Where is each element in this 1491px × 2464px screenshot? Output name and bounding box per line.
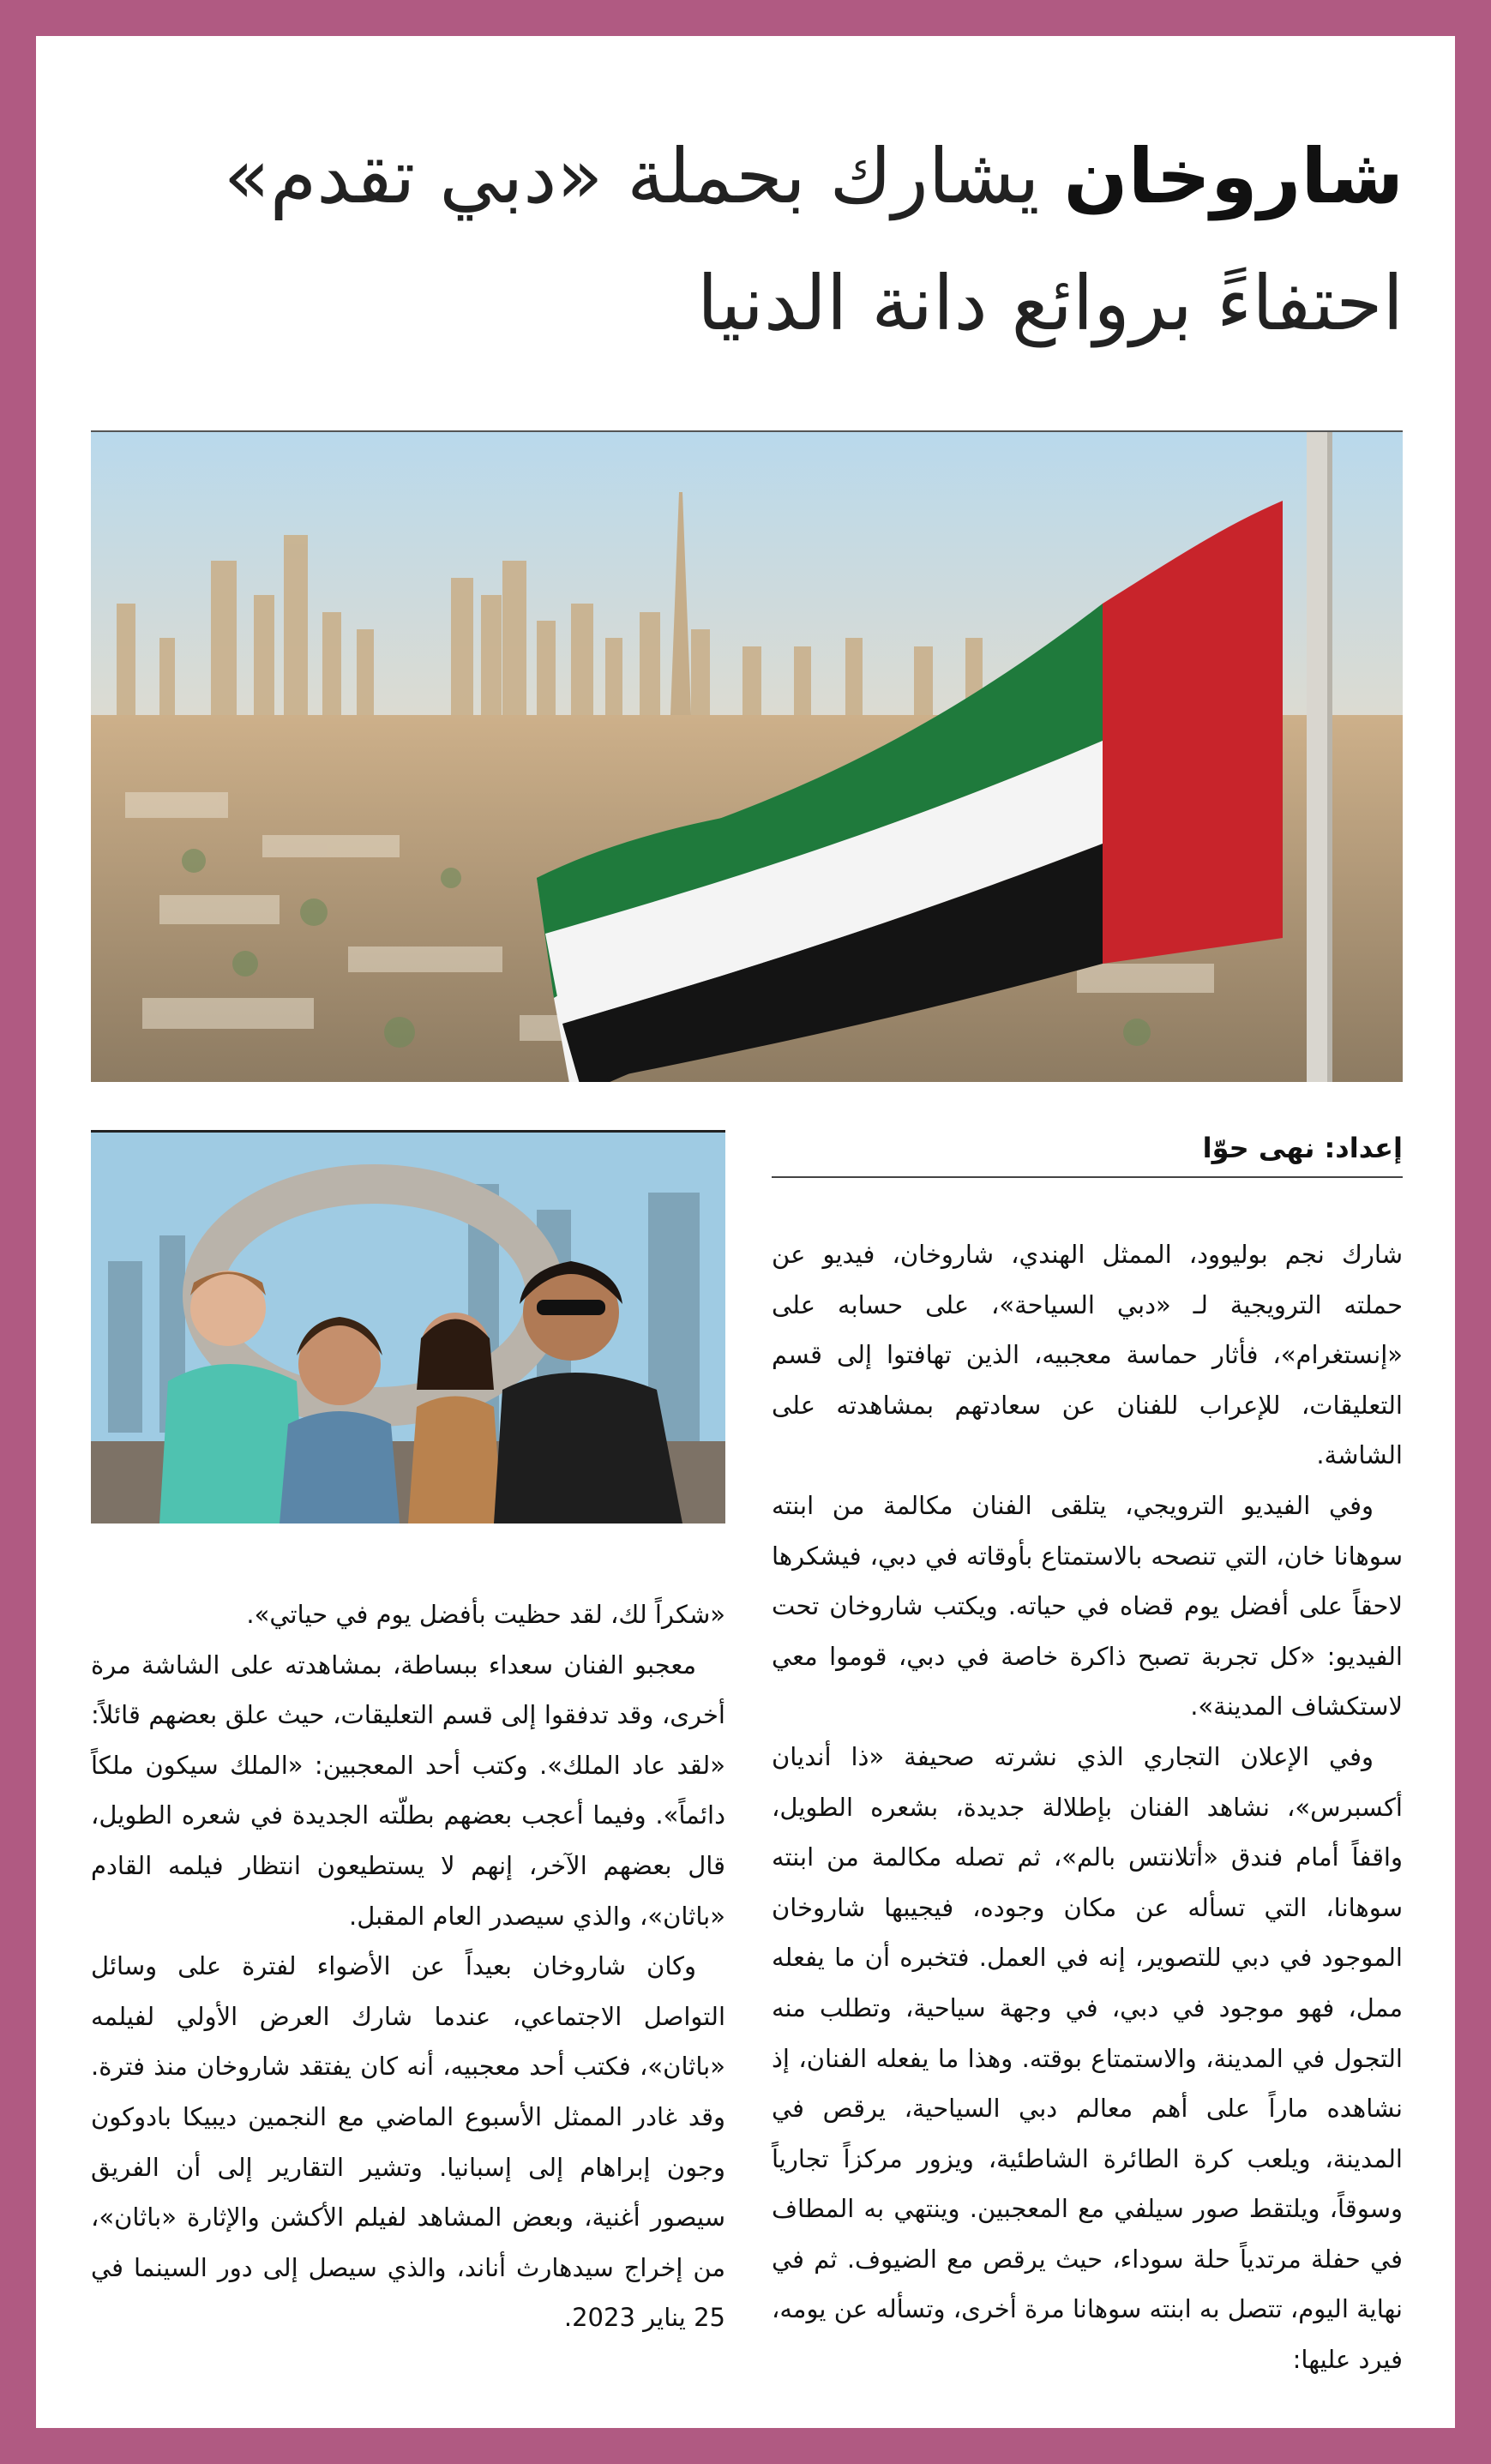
article-page: [36, 36, 1455, 2428]
selfie-illustration: [91, 1133, 725, 1523]
headline-bold: شاروخان: [1063, 132, 1404, 220]
article-column-left: [91, 1590, 725, 2343]
paragraph: معجبو الفنان سعداء ببساطة، بمشاهدته على الشاشة مرة أخرى، وقد تدفقوا إلى قسم التعليقات، حيث علق بعضهم قائلاً: «لقد عاد الملك». وكتب أحد المعجبين: «الملك سيكون ملكاً دائماً». وفيما أعجب بعضهم بطلّته الجديدة في شعره الطويل، قال بعضهم الآخر، إنهم لا يستطيعون انتظار فيلمه القادم «باثان»، والذي سيصدر العام المقبل.: [91, 1650, 725, 1931]
byline: إعداد: نهى حوّا: [772, 1132, 1403, 1178]
paragraph: وفي الفيديو الترويجي، يتلقى الفنان مكالمة من ابنته سوهانا خان، التي تنصحه بالاستمتاع بأوقاته في دبي، فيشكرها لاحقاً على أفضل يوم قضاه في حياته. ويكتب شاروخان تحت الفيديو: «كل تجربة تصبح ذاكرة خاصة في دبي، قوموا معي لاستكشاف المدينة».: [772, 1490, 1403, 1722]
paragraph: شارك نجم بوليوود، الممثل الهندي، شاروخان، فيديو عن حملته الترويجية لـ «دبي السياحة»، على حسابه على «إنستغرام»، فأثار حماسة معجبيه، الذين تهافتوا إلى قسم التعليقات، للإعراب للفنان عن سعادتهم بمشاهدته على الشاشة.: [772, 1240, 1403, 1470]
hero-illustration: [91, 432, 1403, 1082]
paragraph: وفي الإعلان التجاري الذي نشرته صحيفة «ذا أنديان أكسبرس»، نشاهد الفنان بإطلالة جديدة، بشعره الطويل، واقفاً أمام فندق «أتلانتس بالم»، ثم تصله مكالمة من ابنته سوهانا، التي تسأله عن مكان وجوده، فيجيبها شاروخان الموجود في دبي للتصوير، إنه في العمل. فتخبره أن ما يفعله ممل، فهو موجود في دبي، في وجهة سياحية، وتطلب منه التجول في المدينة، والاستمتاع بوقته. وهذا ما يفعله الفنان، إذ نشاهده ماراً على أهم معالم دبي السياحية، يرقص في المدينة، ويلعب كرة الطائرة الشاطئية، ويزور مركزاً تجارياً وسوقاً، ويلتقط صور سيلفي مع المعجبين. وينتهي به المطاف في حفلة مرتدياً حلة سوداء، حيث يرقص مع الضيوف. ثم في نهاية اليوم، تتصل به ابنته سوهانا مرة أخرى، وتسأله عن يومه، فيرد عليها:: [772, 1741, 1403, 2375]
paragraph: «شكراً لك، لقد حظيت بأفضل يوم في حياتي».: [246, 1600, 725, 1629]
paragraph: وكان شاروخان بعيداً عن الأضواء لفترة على وسائل التواصل الاجتماعي، عندما شارك العرض الأولي لفيلمه «باثان»، فكتب أحد معجبيه، أنه كان يفتقد شاروخان منذ فترة. وقد غادر الممثل الأسبوع الماضي مع النجمين ديبيكا بادوكون وجون إبراهام إلى إسبانيا. وتشير التقارير إلى أن الفريق سيصور أغنية، وبعض المشاهد لفيلم الأكشن والإثارة «باثان»، من إخراج سيدهارث أناند، والذي سيصل إلى دور السينما في 25 يناير 2023.: [91, 1951, 725, 2333]
headline-rest: يشارك بحملة «دبي تقدم» احتفاءً بروائع دانة الدنيا: [223, 132, 1404, 347]
selfie-photo: [91, 1130, 725, 1523]
article-column-right: [772, 1229, 1403, 2385]
hero-image-dubai-flag: [91, 430, 1403, 1082]
headline: [207, 113, 1404, 367]
